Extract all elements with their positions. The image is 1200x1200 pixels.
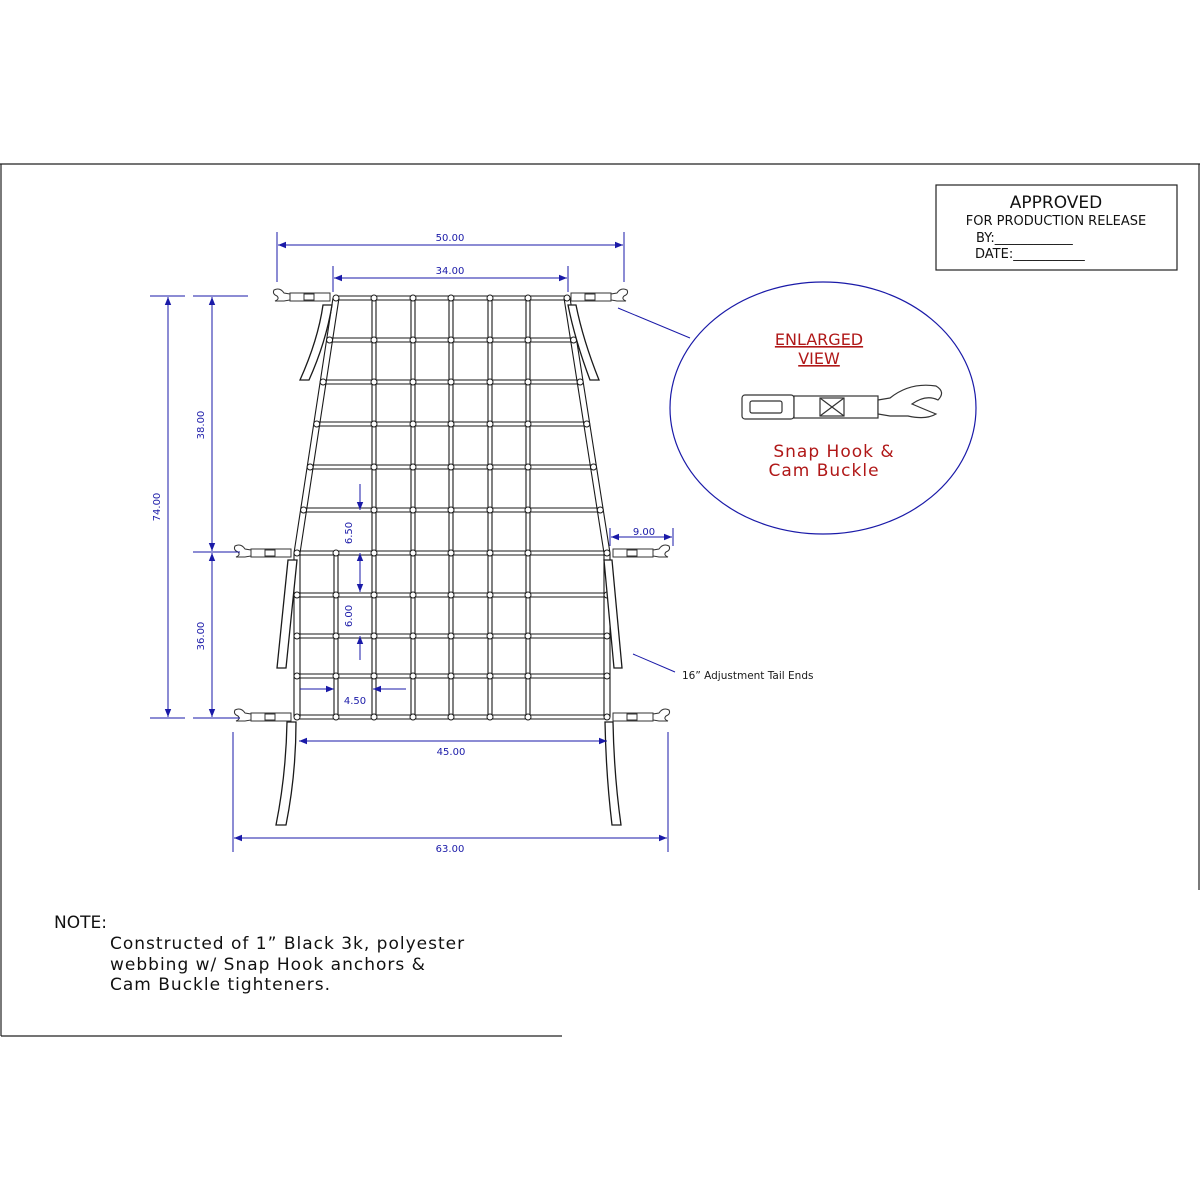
snap-hook-icon (613, 709, 670, 721)
rivet (525, 673, 531, 679)
rivet (301, 507, 307, 513)
dimension-labels (152, 233, 813, 855)
rivet (487, 550, 493, 556)
rivet (371, 507, 377, 513)
enlarged-caption-2: Cam Buckle (768, 461, 880, 481)
rivet (410, 379, 416, 385)
rivet (525, 633, 531, 639)
rivet (333, 633, 339, 639)
dim-bottom-outer: 63.00 (435, 844, 465, 855)
rivet (584, 421, 590, 427)
rivet (371, 550, 377, 556)
rivet (371, 337, 377, 343)
rivet (294, 714, 300, 720)
rivet (410, 464, 416, 470)
rivet (371, 295, 377, 301)
tail-bottom-right (605, 722, 621, 825)
rivet (371, 592, 377, 598)
rivet (448, 337, 454, 343)
rivet (525, 507, 531, 513)
rivet (307, 464, 313, 470)
rivet (448, 507, 454, 513)
rivet (294, 673, 300, 679)
rivet (333, 295, 339, 301)
rivet (487, 295, 493, 301)
rivet (525, 714, 531, 720)
rivet (448, 550, 454, 556)
rivet (448, 592, 454, 598)
approval-box (936, 185, 1177, 270)
rivet (410, 592, 416, 598)
approval-subtitle: FOR PRODUCTION RELEASE (965, 214, 1147, 229)
rivet (410, 714, 416, 720)
note-label: NOTE: (54, 913, 107, 933)
rivet (448, 714, 454, 720)
rivet (525, 337, 531, 343)
dim-bottom-inner: 45.00 (436, 747, 466, 758)
rivet (487, 633, 493, 639)
approval-date: DATE:___________ (975, 247, 1085, 262)
rivet (294, 592, 300, 598)
rivet (410, 507, 416, 513)
dim-total-height: 74.00 (152, 492, 163, 522)
enlarged-heading-2: VIEW (798, 349, 840, 368)
rivet (371, 464, 377, 470)
rivet (294, 633, 300, 639)
rivet (487, 379, 493, 385)
rivet (327, 337, 333, 343)
rivet (525, 464, 531, 470)
dim-cell-height-upper: 6.50 (344, 521, 355, 545)
rivet (591, 464, 597, 470)
rivet (577, 379, 583, 385)
rivet (487, 507, 493, 513)
rivet (487, 673, 493, 679)
rivet (525, 295, 531, 301)
dim-top-inner: 34.00 (435, 266, 465, 277)
approval-title: APPROVED (1009, 193, 1103, 213)
tail-bottom-left (276, 722, 296, 825)
note-line-3: Cam Buckle tighteners. (110, 975, 332, 995)
snap-hook-cam-buckle-illustration (742, 385, 942, 419)
rivet (448, 633, 454, 639)
rivet (564, 295, 570, 301)
rivet (371, 379, 377, 385)
rivet (597, 507, 603, 513)
rivet (487, 592, 493, 598)
rivet (448, 421, 454, 427)
enlarged-caption-1: Snap Hook & (773, 442, 895, 462)
snap-hook-icon (613, 545, 670, 557)
dim-top-outer: 50.00 (435, 233, 465, 244)
dim-cell-width: 4.50 (343, 696, 367, 707)
rivet (314, 421, 320, 427)
rivet (604, 633, 610, 639)
rivet (333, 714, 339, 720)
enlarged-heading-1: ENLARGED (774, 330, 864, 349)
rivet (487, 464, 493, 470)
dim-side-hook: 9.00 (632, 527, 656, 538)
rivet (448, 379, 454, 385)
rivet (525, 592, 531, 598)
note-line-2: webbing w/ Snap Hook anchors & (110, 955, 426, 975)
approval-by: BY:____________ (976, 231, 1073, 246)
rivet (410, 633, 416, 639)
note-block (54, 913, 465, 995)
rivet (333, 673, 339, 679)
snap-hook-icon (234, 709, 291, 721)
rivet (604, 714, 610, 720)
tail-mid-right (604, 560, 622, 668)
rivet (604, 550, 610, 556)
snap-hook-icon (571, 289, 628, 301)
rivet (410, 421, 416, 427)
rivet (320, 379, 326, 385)
enlarged-view (670, 282, 976, 534)
rivet (487, 714, 493, 720)
dim-upper-height: 38.00 (196, 410, 207, 440)
rivet (333, 550, 339, 556)
rivet (410, 673, 416, 679)
rivet (371, 633, 377, 639)
rivet (604, 673, 610, 679)
rivet (487, 337, 493, 343)
dim-cell-height-lower: 6.00 (344, 604, 355, 628)
snap-hook-icon (234, 545, 291, 557)
callout-tail-ends: 16” Adjustment Tail Ends (682, 670, 814, 682)
rivet (525, 379, 531, 385)
note-line-1: Constructed of 1” Black 3k, polyester (110, 934, 466, 954)
rivet (448, 464, 454, 470)
rivet (371, 714, 377, 720)
rivet (410, 337, 416, 343)
rivet (410, 295, 416, 301)
rivet (371, 421, 377, 427)
rivet (294, 550, 300, 556)
rivet (525, 550, 531, 556)
rivet (371, 673, 377, 679)
dim-lower-height: 36.00 (196, 621, 207, 651)
rivet (448, 673, 454, 679)
rivet (487, 421, 493, 427)
rivet (448, 295, 454, 301)
rivet (525, 421, 531, 427)
snap-hook-icon (273, 289, 330, 301)
rivet (410, 550, 416, 556)
rivet (333, 592, 339, 598)
cargo-net (294, 295, 610, 720)
